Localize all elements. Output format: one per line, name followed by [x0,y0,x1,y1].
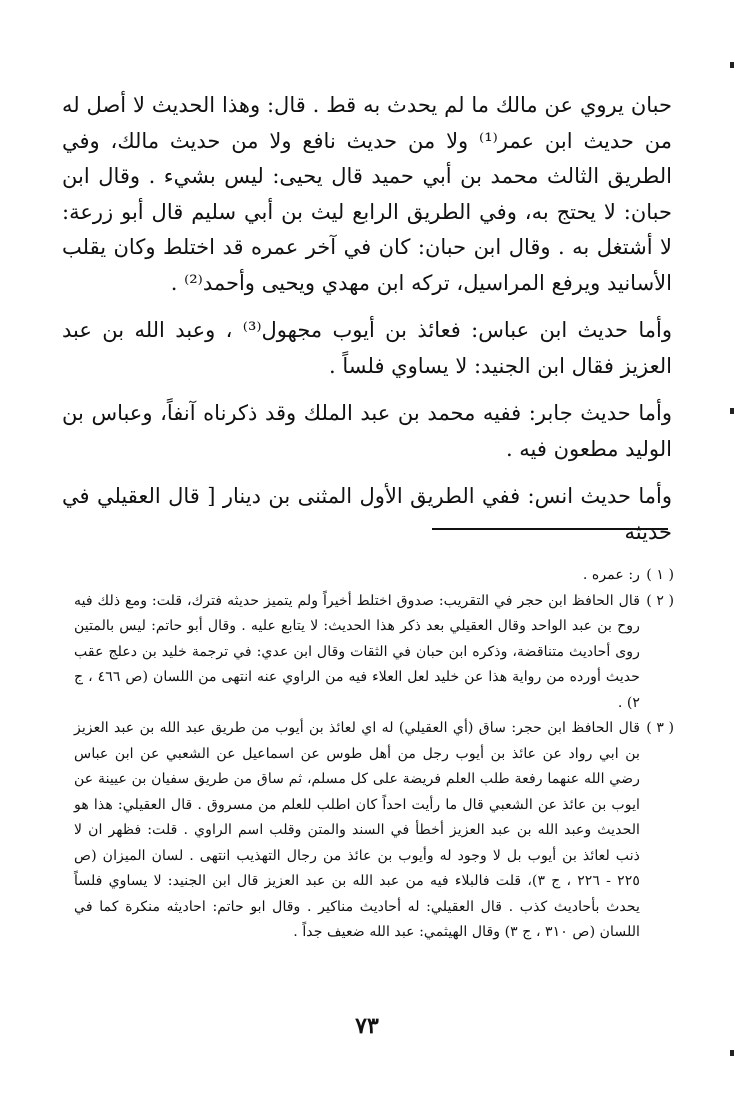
footnote-number: ( ٣ ) [646,720,674,736]
main-paragraph: وأما حديث جابر: ففيه محمد بن عبد الملك وقد ذكرناه آنفاً، وعباس بن الوليد مطعون فيه . [62,401,672,461]
footnote-number: ( ١ ) [646,567,674,583]
footnote [74,716,674,946]
main-paragraph: حبان يروي عن مالك ما لم يحدث به قط . قال: وهذا الحديث لا أصل له من حديث ابن عمر⁽¹⁾ ولا من حديث نافع ولا من حديث مالك، وفي الطريق الثالث محمد بن أبي حميد قال يحيى: ليس بشيء . وقال ابن حبان: لا يحتج به، وفي الطريق الرابع ليث بن أبي سليم قال أبو زرعة: لا أشتغل به . وقال ابن حبان: كان في آخر عمره قد اختلط وكان يقلب الأسانيد ويرفع المراسيل، تركه ابن مهدي ويحيى وأحمد⁽²⁾ . [62,93,673,295]
footnote-text: قال الحافظ ابن حجر: ساق (أي العقيلي) له اي لعائذ بن أيوب من طريق عبد الله بن عبد العزيز بن ابي رواد عن عائذ بن أيوب رجل من أهل طوس عن اسماعيل عن الشعبي عن ابن عباس رضي الله عنهما رفعة طلب العلم فريضة على كل مسلم، ثم ساق من طريق سفيان بن عيينة عن ايوب بن عائذ عن الشعبي قال ما رأيت احداً كان اطلب للعلم من مسروق . قال العقيلي: هذا هو الحديث وعبد الله بن عبد العزيز أخطأ في السند والمتن وقلب اسم الراوي . قلت: فظهر ان لا ذنب لعائذ بن أيوب بل لا وجود له وأيوب بن عائذ من رجال التهذيب انتهى . لسان الميزان (ص ٢٢٥ - ٢٢٦ ، ج ٣)، قلت فالبلاء فيه من عبد الله بن عبد العزيز قال ابن الجنيد: لا يساوي فلساً يحدث بأحاديث كذب . قال العقيلي: له أحاديث مناكير . وقال ابو حاتم: احاديثه منكرة كما في اللسان (ص ٣١٠ ، ج ٣) وقال الهيثمي: عبد الله ضعيف جداً . [74,720,640,940]
main-paragraph: وأما حديث انس: ففي الطريق الأول المثنى بن دينار [ قال العقيلي في حديثه [62,484,672,544]
footnote [74,589,674,717]
scan-edge-mark [730,408,734,414]
scan-edge-mark [730,62,734,68]
footnotes-block [74,563,674,946]
page-number: ٧٣ [355,1013,379,1039]
main-paragraph: وأما حديث ابن عباس: فعائذ بن أيوب مجهول⁽³⁾ ، وعبد الله بن عبد العزيز فقال ابن الجنيد: لا يساوي فلساً . [62,318,672,378]
scan-edge-mark [730,1050,734,1056]
footnote [74,563,674,589]
footnote-text: ر: عمره . [582,567,640,583]
footnote-separator [432,528,668,530]
footnote-number: ( ٢ ) [646,592,674,609]
main-text-block [62,88,672,550]
footnote-text: قال الحافظ ابن حجر في التقريب: صدوق اختلط أخيراً ولم يتميز حديثه فترك، قلت: ومع ذلك فيه روح بن عبد الواحد وقال العقيلي بعد ذكر هذا الحديث: لا يتابع عليه . وقال أبو حاتم: ليس بالمتين روى أحاديث متناقضة، وذكره ابن حبان في الثقات وقال ابن عدي: في ترجمة خليد بن دعلج عقب حديث أورده من رواية هذا عن خليد لعل العلاء فيه من الراوي عنه انتهى من اللسان (ص ٤٦٦ ، ج ٢) . [74,592,640,711]
